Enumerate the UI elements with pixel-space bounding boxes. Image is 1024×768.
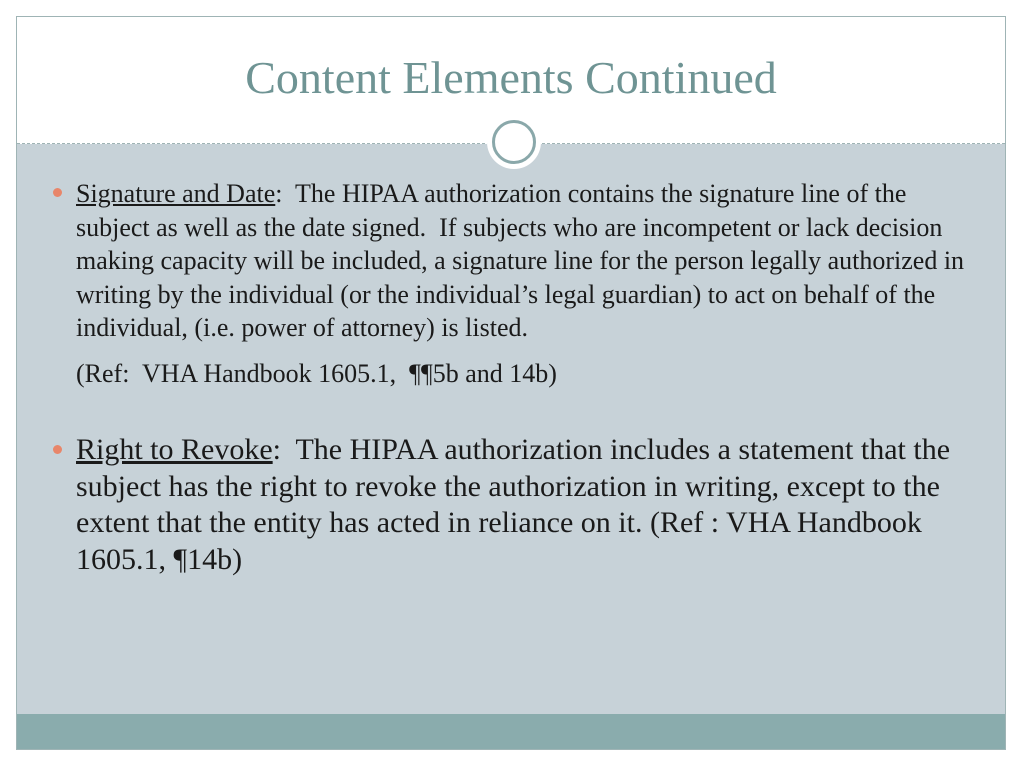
slide-title: Content Elements Continued: [245, 52, 777, 103]
bullet-term: Right to Revoke: [76, 433, 273, 466]
bullet-separator: :: [272, 433, 281, 466]
list-item: [17, 432, 1005, 578]
bullet-separator: :: [275, 179, 283, 208]
bullet-text: The HIPAA authorization includes a statement that the subject has the right to revoke the authorization in writing, except to the extent that the entity has acted in reliance on it. (Ref : VHA Handbook 1605.1, ¶14b): [76, 433, 958, 576]
bullet-reference: (Ref: VHA Handbook 1605.1, ¶¶5b and 14b): [76, 358, 557, 388]
slide: [16, 16, 1006, 750]
bullet-term: Signature and Date: [76, 179, 276, 208]
list-item: [17, 177, 1005, 345]
bullet-text: The HIPAA authorization contains the signature line of the subject as well as the date signed. If subjects who are incompetent or lack decision making capacity will be included, a signature line for the person legally authorized in writing by the individual (or the individual’s legal guardian) to act on behalf of the individual, (i.e. power of attorney) is listed.: [76, 179, 971, 342]
footer-bar: [17, 714, 1005, 749]
bullet-dot-icon: [53, 188, 62, 197]
bullet-dot-icon: [53, 445, 62, 454]
circle-ring-icon: [487, 115, 541, 169]
ornament-ring: [492, 120, 536, 164]
bullet-list: [17, 177, 1005, 578]
